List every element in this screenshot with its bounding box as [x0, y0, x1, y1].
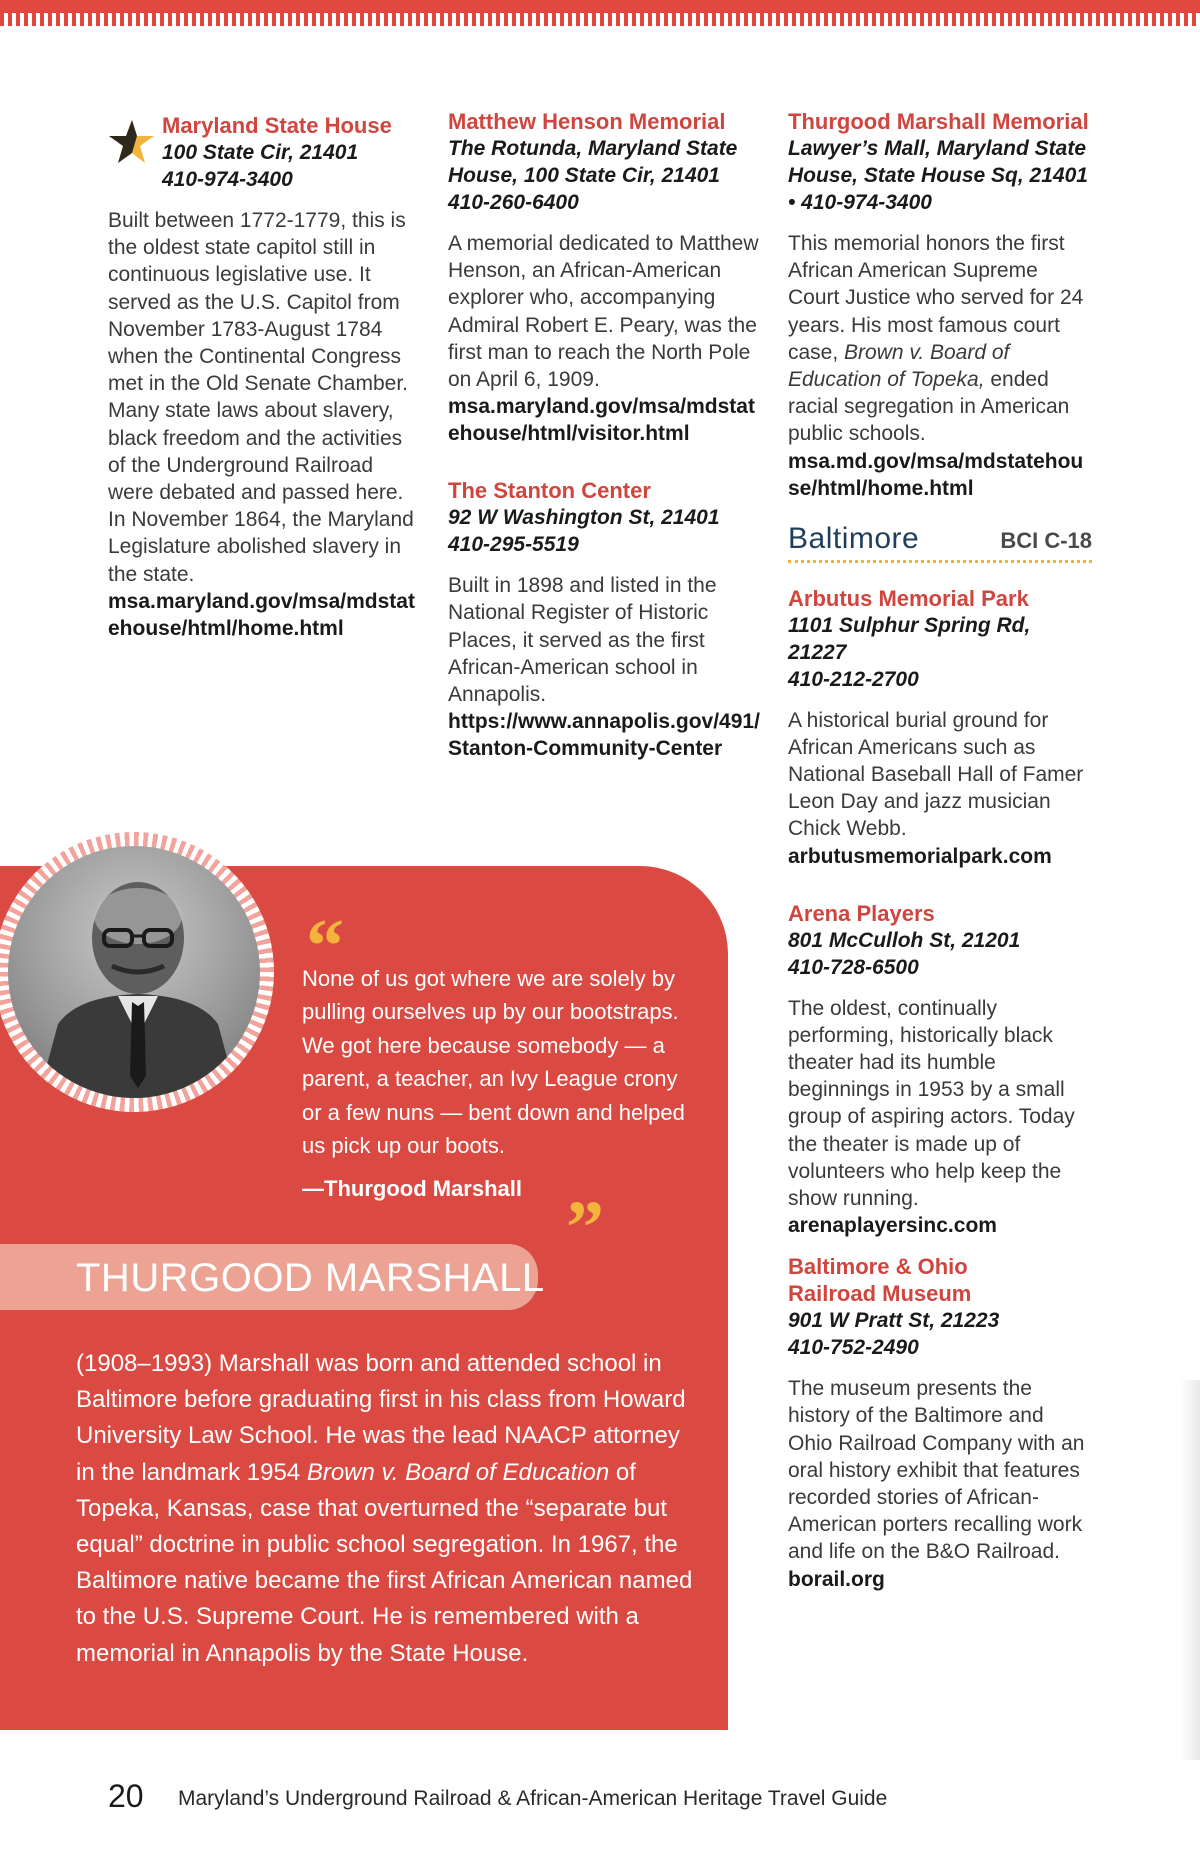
bio-text-part: of Topeka, Kansas, case that overturned the “separate but equal” doctrine in public school segregation. In 1967, the Baltimore native became the first African American named to the U.S. Supreme Court. He is remembered with a memorial in Annapolis by the State House.: [76, 1458, 693, 1667]
column-right: [788, 108, 1092, 1623]
description-case-name: Brown v. Board of Education of Topeka,: [788, 340, 1010, 392]
portrait-photo: [8, 846, 260, 1098]
listing-url[interactable]: msa.md.gov/msa/mdstatehouse/html/home.html: [788, 449, 1084, 500]
listing-address: 801 McCulloh St, 21201: [788, 928, 1021, 952]
open-quote-mark: “: [306, 904, 344, 988]
listing-address: The Rotunda, Maryland State House, 100 State Cir, 21401: [448, 137, 738, 187]
listing-name: Maryland State House: [162, 113, 392, 138]
listing-address: Lawyer’s Mall, Maryland State House, State House Sq, 21401 • 410-974-3400: [788, 137, 1088, 214]
listing-name: The Stanton Center: [448, 478, 651, 504]
listing-maryland-state-house: [108, 112, 420, 642]
listing-address: 1101 Sulphur Spring Rd, 21227: [788, 613, 1031, 664]
listing-description: The museum presents the history of the Baltimore and Ohio Railroad Company with an oral history exhibit that features recorded stories of African-American porters recalling work and life on the B&O Railroad.: [788, 1377, 1085, 1564]
bio-case-name: Brown v. Board of Education: [306, 1458, 610, 1486]
listing-name: Matthew Henson Memorial: [448, 109, 726, 134]
description-text: ended racial segregation in American public schools.: [788, 368, 1070, 446]
listing-phone: 410-260-6400: [448, 191, 579, 214]
listing-phone: 410-728-6500: [788, 955, 919, 979]
listing-description: A memorial dedicated to Matthew Henson, an African-American explorer who, accompanying Admiral Robert E. Peary, was the first man to reach the North Pole on April 6, 1909.: [448, 232, 759, 392]
section-code: BCI C-18: [1000, 527, 1092, 553]
listing-description: Built between 1772-1779, this is the oldest state capitol still in continuous legislative use. It served as the U.S. Capitol from November 1783-August 1784 when the Continental Congress met in the Old Senate Chamber. Many state laws about slavery, black freedom and the activities of the Underground Railroad were debated and passed here. In November 1864, the Maryland Legislature abolished slavery in the state.: [108, 209, 414, 586]
listing-name: Baltimore & Ohio Railroad Museum: [788, 1254, 972, 1307]
listing-url[interactable]: msa.maryland.gov/msa/mdstatehouse/html/visitor.html: [448, 395, 755, 446]
bio-title: THURGOOD MARSHALL: [76, 1256, 545, 1300]
listing-matthew-henson: [448, 108, 760, 447]
thurgood-marshall-portrait: [0, 832, 274, 1112]
page-edge-shadow: [1180, 1380, 1200, 1760]
listing-description: Built in 1898 and listed in the National Register of Historic Places, it served as the first African-American school in Annapolis.: [448, 574, 717, 707]
listing-phone: 410-295-5519: [448, 533, 579, 557]
listing-name: Arena Players: [788, 900, 935, 926]
listing-phone: 410-974-3400: [162, 168, 293, 191]
page-number: 20: [108, 1778, 144, 1814]
decorative-top-border: [0, 0, 1200, 26]
bio-text-part: (1908–1993) Marshall was born and attended school in Baltimore before graduating first in his class from Howard University Law School. He was the lead NAACP attorney in the landmark 1954: [76, 1350, 686, 1486]
listing-name: Thurgood Marshall Memorial: [788, 109, 1089, 134]
listing-phone: 410-212-2700: [788, 667, 919, 691]
listing-address: 901 W Pratt St, 21223: [788, 1309, 1000, 1333]
column-middle: [448, 108, 760, 792]
listing-description: [788, 230, 1092, 448]
listing-description: A historical burial ground for African Americans such as National Baseball Hall of Famer Leon Day and jazz musician Chick Webb.: [788, 708, 1084, 841]
column-left: [108, 112, 420, 672]
description-text: This memorial honors the first African American Supreme Court Justice who served for 24 years. His most famous court case,: [788, 232, 1084, 364]
listing-stanton-center: [448, 477, 760, 762]
listing-address: 92 W Washington St, 21401: [448, 506, 720, 530]
listing-url[interactable]: borail.org: [788, 1567, 885, 1591]
listing-arena-players: [788, 900, 1092, 1240]
listing-thurgood-marshall-memorial: [788, 108, 1092, 502]
quote-text: None of us got where we are solely by pulling ourselves up by our bootstraps. We got here because somebody — a parent, a teacher, an Ivy League crony or a few nuns — bent down and helped us pick up our boots.: [302, 966, 685, 1159]
listing-url[interactable]: arenaplayersinc.com: [788, 1214, 997, 1238]
guide-title: Maryland’s Underground Railroad & African-American Heritage Travel Guide: [178, 1787, 888, 1810]
bio-text: [76, 1346, 704, 1672]
listing-description: The oldest, continually performing, historically black theater had its humble beginnings in 1953 by a small group of aspiring actors. Today the theater is made up of volunteers who help keep the show running.: [788, 996, 1075, 1211]
listing-name: Arbutus Memorial Park: [788, 585, 1029, 611]
listing-address: 100 State Cir, 21401: [162, 141, 359, 164]
listing-phone: 410-752-2490: [788, 1336, 919, 1360]
quote-attribution: —Thurgood Marshall: [302, 1176, 522, 1201]
listing-url[interactable]: https://www.annapolis.gov/491/Stanton-Community-Center: [448, 710, 760, 761]
listing-url[interactable]: msa.maryland.gov/msa/mdstatehouse/html/home.html: [108, 589, 415, 640]
listing-bo-railroad-museum: [788, 1253, 1092, 1592]
close-quote-mark: ”: [566, 1186, 604, 1270]
listing-url[interactable]: arbutusmemorialpark.com: [788, 844, 1052, 868]
listing-arbutus-memorial-park: [788, 585, 1092, 870]
section-title: Baltimore: [788, 521, 920, 555]
section-header-baltimore: [788, 522, 1092, 563]
